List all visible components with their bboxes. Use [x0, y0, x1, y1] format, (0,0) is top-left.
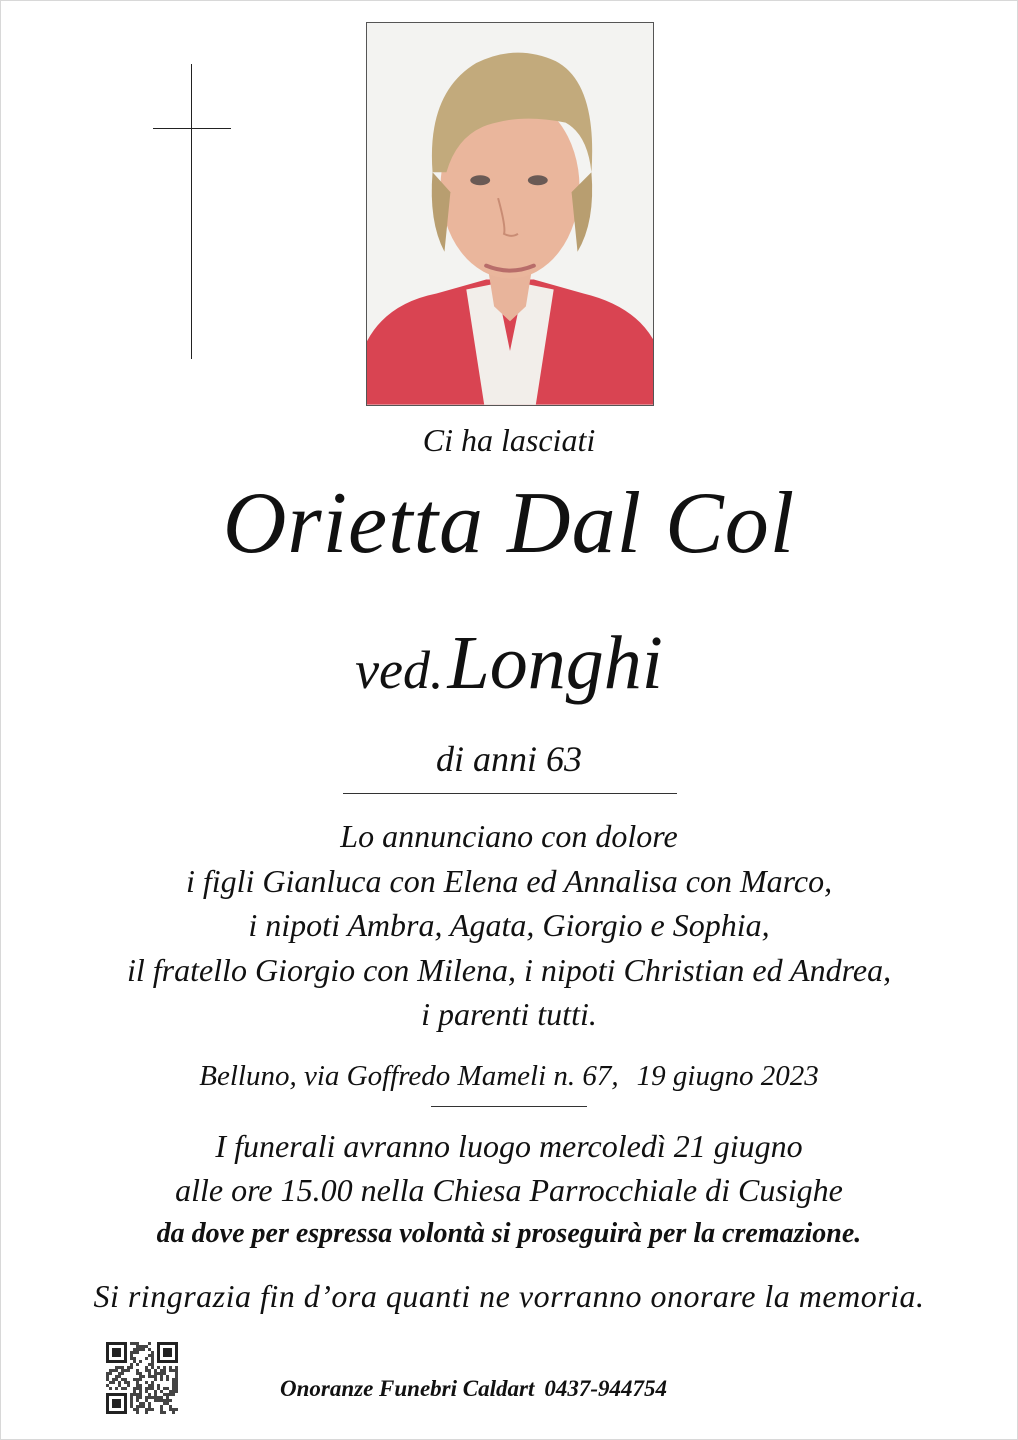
married-name-line: [0, 622, 1018, 706]
announcement-line: i figli Gianluca con Elena ed Annalisa con Marco,: [185, 862, 833, 899]
funeral-home-name: Onoranze Funebri Caldart: [280, 1376, 535, 1401]
funeral-block: [0, 1124, 1018, 1256]
married-prefix-dot: .: [430, 640, 444, 700]
notice-date: 19 giugno 2023: [636, 1060, 819, 1092]
married-surname: Longhi: [447, 621, 663, 705]
deceased-name: Orietta Dal Col: [222, 475, 796, 572]
announcement-line: i parenti tutti.: [421, 996, 597, 1032]
announcement-line: Lo annunciano con dolore: [340, 818, 678, 854]
funeral-line: alle ore 15.00 nella Chiesa Parrocchiale di Cusighe: [175, 1172, 843, 1208]
intro-text: Ci ha lasciati: [422, 422, 596, 458]
age-text: di anni 63: [435, 739, 582, 779]
funeral-home-phone: 0437-944754: [544, 1376, 668, 1401]
cross-icon: [191, 64, 192, 359]
funeral-line: I funerali avranno luogo mercoledì 21 giugno: [215, 1128, 803, 1164]
place-address: Belluno, via Goffredo Mameli n. 67,: [199, 1060, 619, 1092]
funeral-home-footer: [280, 1376, 667, 1402]
thanks-text: Si ringrazia fin d’ora quanti ne vorranno onorare la memoria.: [93, 1278, 925, 1314]
announcement-line: i nipoti Ambra, Agata, Giorgio e Sophia,: [248, 907, 770, 943]
announcement-block: [0, 814, 1018, 1037]
married-prefix: ved: [355, 640, 431, 700]
cross-icon-bar: [153, 128, 231, 129]
portrait-photo: [366, 22, 654, 406]
qr-code-icon: [106, 1342, 178, 1414]
funeral-bold-line: da dove per espressa volontà si proseguirà per la cremazione.: [156, 1218, 862, 1249]
place-date-line: [0, 1060, 1018, 1093]
divider: [343, 793, 677, 794]
divider-short: [431, 1106, 587, 1107]
announcement-line: il fratello Giorgio con Milena, i nipoti Christian ed Andrea,: [126, 951, 892, 988]
